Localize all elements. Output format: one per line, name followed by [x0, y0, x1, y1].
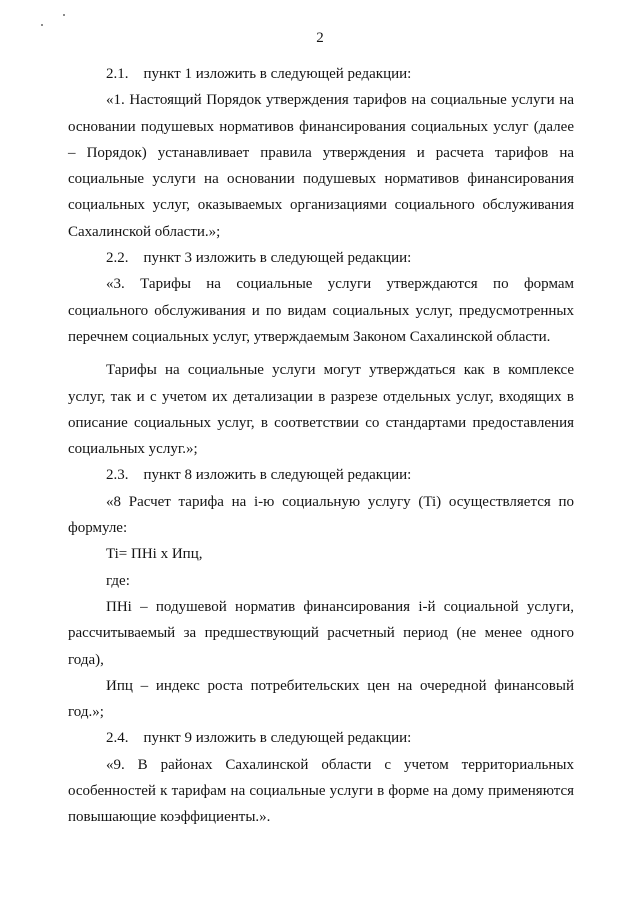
- paragraph-item-2-4: 2.4. пункт 9 изложить в следующей редакции:: [106, 730, 412, 747]
- paragraph-pni-definition: ПНi – подушевой норматив финансирования i-й социальной услуги, рассчитываемый за предшествующий расчетный период (не менее одного года),: [68, 598, 574, 668]
- scan-speck: [63, 14, 65, 16]
- formula-line: Ti= ПНi х Ипц,: [106, 546, 203, 563]
- paragraph-item-2-3: 2.3. пункт 8 изложить в следующей редакции:: [106, 467, 412, 484]
- paragraph-item-2-1: 2.1. пункт 1 изложить в следующей редакции:: [106, 66, 412, 82]
- paragraph-item-2-2: 2.2. пункт 3 изложить в следующей редакции:: [106, 250, 412, 267]
- where-line: где:: [106, 572, 130, 589]
- paragraph-quote-8: «8 Расчет тарифа на i-ю социальную услугу (Ti) осуществляется по формуле:: [68, 493, 574, 537]
- document-body: [68, 61, 574, 831]
- page-number: 2: [316, 30, 324, 46]
- scan-speck: [41, 24, 43, 26]
- paragraph-tariffs: Тарифы на социальные услуги могут утверждаться как в комплексе услуг, так и с учетом их детализации в разрезе отдельных услуг, входящих в описание социальных услуг, в соответствии со стандартами предоставления социальных услуг.»;: [68, 362, 574, 458]
- paragraph-quote-3: «3. Тарифы на социальные услуги утверждаются по формам социального обслуживания и по видам социальных услуг, предусмотренных перечнем социальных услуг, утверждаемым Законом Сахалинской области.: [68, 276, 574, 345]
- paragraph-ipc-definition: Ипц – индекс роста потребительских цен на очередной финансовый год.»;: [68, 677, 574, 721]
- paragraph-quote-1: «1. Настоящий Порядок утверждения тарифов на социальные услуги на основании подушевых нормативов финансирования социальных услуг (далее – Порядок) устанавливает правила утверждения и расчета тарифов на социальные услуги на основании подушевых нормативов финансирования социальных услуг, оказываемых организациями социального обслуживания Сахалинской области.»;: [68, 92, 574, 240]
- paragraph-quote-9: «9. В районах Сахалинской области с учетом территориальных особенностей к тарифам на социальные услуги в форме на дому применяются повышающие коэффициенты.».: [68, 756, 574, 826]
